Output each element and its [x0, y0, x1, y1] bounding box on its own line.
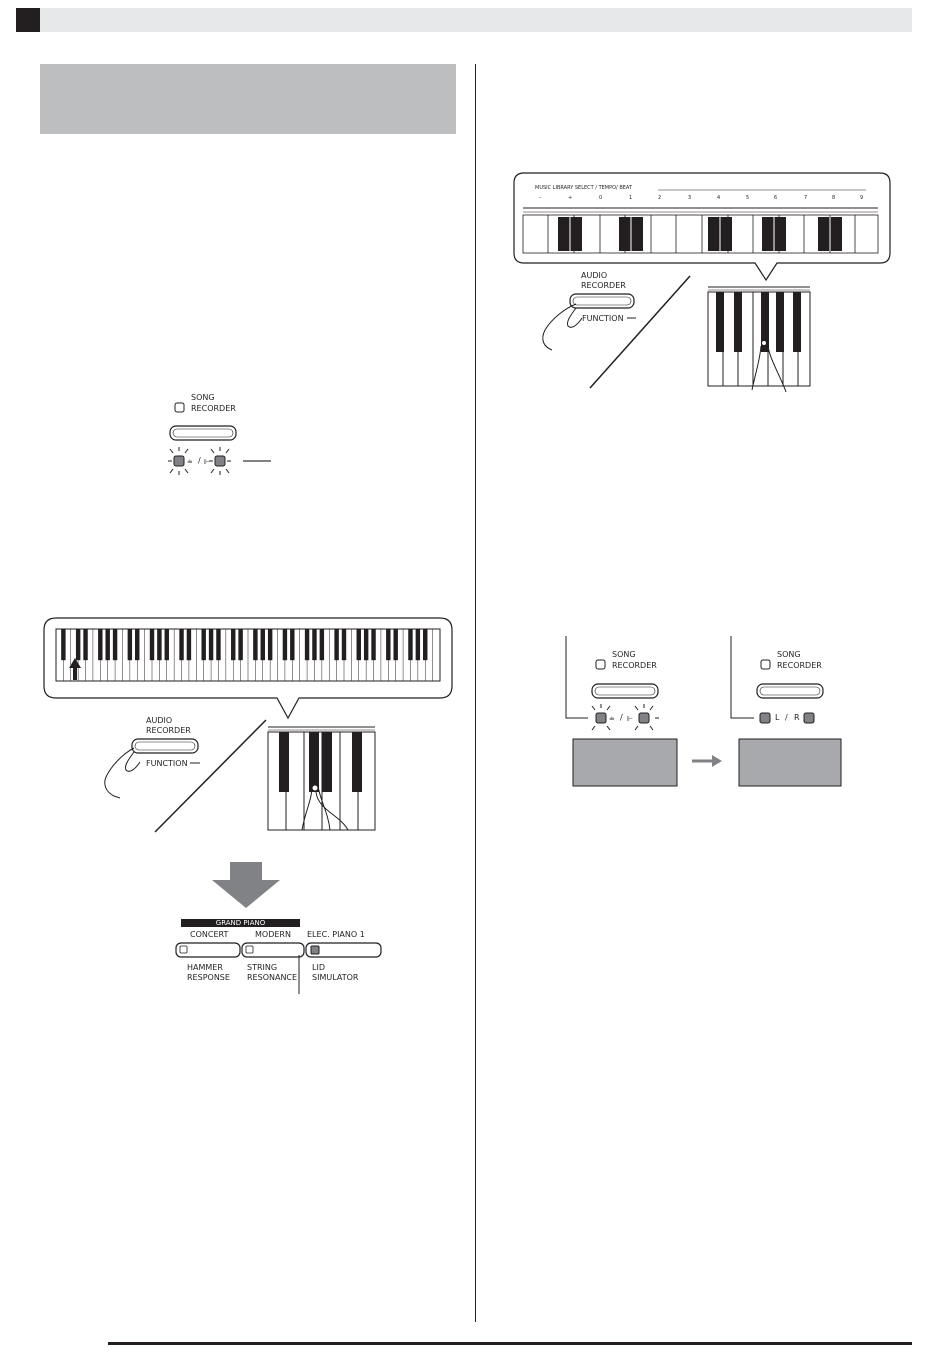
ml-key-3: 3 [688, 195, 692, 201]
display-box-after [739, 739, 841, 786]
svg-text:⊩: ⊩ [204, 458, 211, 466]
arrow-right-icon [712, 755, 722, 767]
elec-piano-label: ELEC. PIANO 1 [307, 930, 365, 939]
ml-key-4: 4 [717, 195, 721, 201]
svg-text:≐: ≐ [187, 458, 193, 466]
ml-key-1: 1 [629, 195, 633, 201]
concert-label: CONCERT [190, 930, 229, 939]
ml-key-0: 0 [599, 195, 603, 201]
lamp-separator-a: / [620, 713, 623, 722]
function-label-right: FUNCTION [582, 314, 624, 323]
song-label-line1: SONG [191, 393, 215, 402]
audio-label-line1: AUDIO [146, 716, 173, 725]
audio-label-right-line1: AUDIO [581, 271, 608, 280]
grand-piano-group-label: GRAND PIANO [215, 919, 266, 927]
audio-label-right-line2: RECORDER [581, 281, 626, 290]
ml-key-plus: + [568, 195, 573, 201]
ml-key-2: 2 [658, 195, 662, 201]
ml-key-7: 7 [804, 195, 808, 201]
string-label-2: RESONANCE [247, 973, 298, 982]
ml-key-6: 6 [774, 195, 778, 201]
function-label: FUNCTION [146, 759, 188, 768]
display-box-before [573, 739, 677, 786]
song-label-a-line1: SONG [612, 650, 636, 659]
string-label-1: STRING [247, 963, 278, 972]
lamp-lr-separator: / [785, 713, 788, 722]
hammer-label-2: RESPONSE [187, 973, 230, 982]
song-recorder-button-b [757, 684, 823, 698]
lamp-separator: / [198, 456, 201, 465]
hammer-label-1: HAMMER [187, 963, 223, 972]
lid-label-2: SIMULATOR [312, 973, 359, 982]
svg-text:≐: ≐ [609, 715, 615, 723]
song-label-b-line1: SONG [777, 650, 801, 659]
lamp-right-label: R [794, 713, 800, 722]
svg-text:⊩: ⊩ [627, 715, 634, 723]
audio-label-line2: RECORDER [146, 726, 191, 735]
music-library-header: MUSIC LIBRARY SELECT / TEMPO/ BEAT [535, 185, 632, 191]
lamp-left-label: L [775, 713, 780, 722]
modern-label: MODERN [255, 930, 291, 939]
ml-key-minus: – [539, 195, 542, 201]
song-label-a-line2: RECORDER [612, 661, 657, 670]
ml-key-5: 5 [746, 195, 750, 201]
ml-key-8: 8 [832, 195, 836, 201]
lid-label-1: LID [312, 963, 325, 972]
song-recorder-button-a [592, 684, 658, 698]
song-label-b-line2: RECORDER [777, 661, 822, 670]
ml-key-9: 9 [860, 195, 864, 201]
song-label-line2: RECORDER [191, 404, 236, 413]
